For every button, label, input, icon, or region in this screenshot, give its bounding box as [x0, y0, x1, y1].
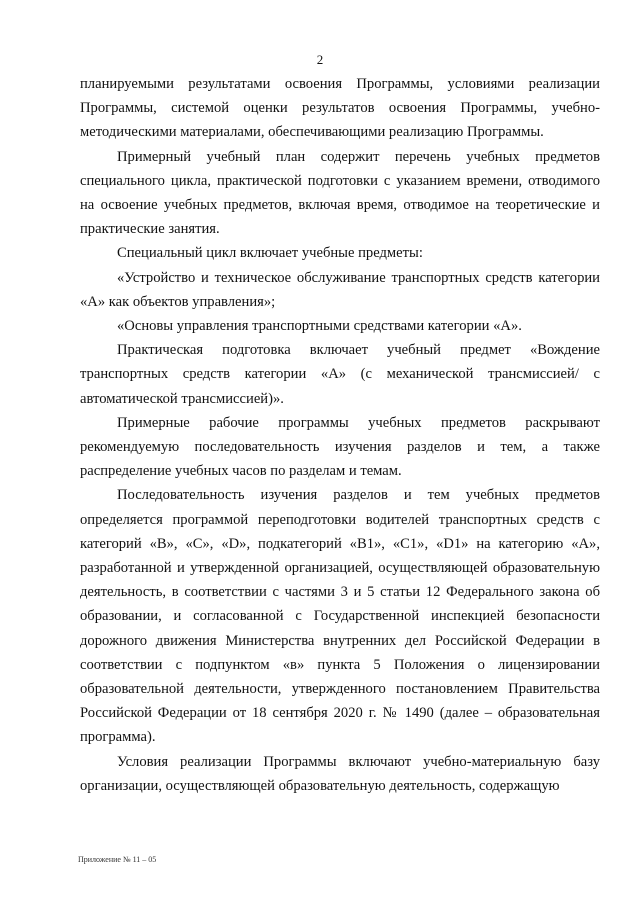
footer-note: Приложение № 11 – 05	[78, 855, 157, 864]
paragraph-special-cycle: Специальный цикл включает учебные предметы:	[117, 245, 423, 262]
paragraph-continuation: планируемыми результатами освоения Программы, условиями реализации Программы, системой оценки результатов освоения Программы, учебно-методическими материалами, обеспечивающими реализацию Программы.	[80, 76, 600, 141]
paragraph-work-programs: Примерные рабочие программы учебных предметов раскрывают рекомендуемую последовательность изучения разделов и тем, а также распределение учебных часов по разделам и темам.	[80, 414, 600, 480]
paragraph-practical-training: Практическая подготовка включает учебный предмет «Вождение транспортных средств категории «А» (с механической трансмиссией/ с автоматической трансмиссией)».	[80, 342, 600, 407]
paragraph-subject-basics: «Основы управления транспортными средствами категории «А».	[117, 318, 522, 335]
page-number: 2	[316, 52, 324, 67]
document-body	[80, 72, 600, 798]
paragraph-conditions: Условия реализации Программы включают учебно-материальную базу организации, осуществляющей образовательную деятельность, содержащую	[80, 753, 600, 794]
paragraph-subject-device: «Устройство и техническое обслуживание транспортных средств категории «А» как объектов управления»;	[80, 269, 600, 310]
paragraph-curriculum: Примерный учебный план содержит перечень учебных предметов специального цикла, практической подготовки с указанием времени, отводимого на освоение учебных предметов, включая время, отводимое на теоретические и практические занятия.	[80, 148, 600, 238]
paragraph-sequence: Последовательность изучения разделов и тем учебных предметов определяется программой переподготовки водителей транспортных средств с категорий «В», «С», «D», подкатегорий «В1», «С1», «D1» на категорию «А», разработанной и утвержденной организацией, осуществляющей образовательную деятельность, в соответствии с частями 3 и 5 статьи 12 Федерального закона об образовании, и согласованной с Государственной инспекцией безопасности дорожного движения Министерства внутренних дел Российской Федерации в соответствии с подпунктом «в» пункта 5 Положения о лицензировании образовательной деятельности, утвержденного постановлением Правительства Российской Федерации от 18 сентября 2020 г. № 1490 (далее – образовательная программа).	[80, 487, 600, 746]
